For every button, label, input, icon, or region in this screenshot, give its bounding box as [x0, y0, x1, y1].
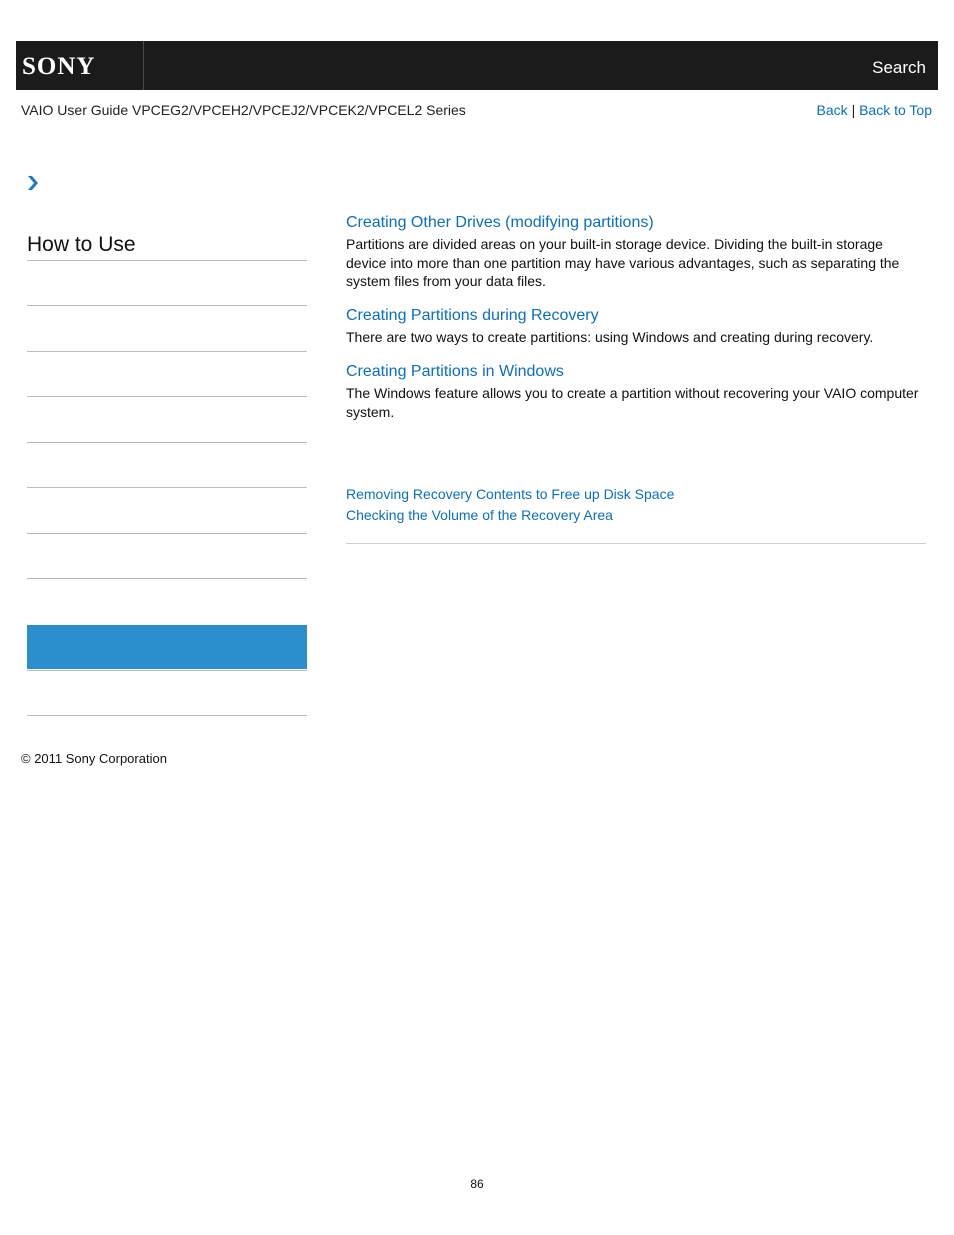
related-link[interactable]: Checking the Volume of the Recovery Area — [346, 507, 613, 523]
logo-box — [16, 41, 144, 90]
sony-logo: SONY — [22, 53, 96, 80]
copyright: © 2011 Sony Corporation — [21, 751, 167, 766]
section-3 — [346, 363, 926, 421]
sidebar-item-1[interactable] — [27, 305, 307, 306]
chevron-right-icon — [25, 175, 41, 191]
related-link[interactable]: Removing Recovery Contents to Free up Disk Space — [346, 486, 675, 502]
section-description: The Windows feature allows you to create a partition without recovering your VAIO computer system. — [346, 385, 919, 420]
top-bar — [16, 41, 938, 90]
sidebar-item-3[interactable] — [27, 396, 307, 397]
sidebar-item-10[interactable] — [27, 715, 307, 716]
sidebar-title: How to Use — [27, 233, 136, 256]
back-link[interactable]: Back — [816, 102, 848, 118]
section-title-link[interactable]: Creating Partitions in Windows — [346, 363, 564, 380]
content-divider — [346, 543, 926, 544]
section-description: There are two ways to create partitions: using Windows and creating during recovery. — [346, 329, 874, 345]
sidebar-item-2[interactable] — [27, 351, 307, 352]
search-button[interactable]: Search — [872, 58, 926, 77]
sidebar-item-6[interactable] — [27, 533, 307, 534]
section-description: Partitions are divided areas on your built-in storage device. Dividing the built-in storage device into more than one partition may have various advantages, such as separating the system files from your data files. — [346, 236, 900, 289]
sidebar-item-active[interactable] — [27, 625, 307, 669]
sidebar-item-7[interactable] — [27, 578, 307, 579]
back-to-top-link[interactable]: Back to Top — [859, 102, 932, 118]
page-number: 86 — [470, 1177, 484, 1191]
section-1 — [346, 214, 926, 291]
section-title-link[interactable]: Creating Other Drives (modifying partitions) — [346, 214, 654, 231]
section-title-link[interactable]: Creating Partitions during Recovery — [346, 307, 599, 324]
nav-separator: | — [851, 102, 856, 118]
sidebar-divider — [27, 260, 307, 261]
sidebar-item-5[interactable] — [27, 487, 307, 488]
sidebar-item-9[interactable] — [27, 670, 307, 671]
sidebar-item-4[interactable] — [27, 442, 307, 443]
related-links — [346, 484, 926, 526]
section-2 — [346, 307, 926, 347]
nav-links — [817, 102, 932, 118]
guide-title: VAIO User Guide VPCEG2/VPCEH2/VPCEJ2/VPCEK2/VPCEL2 Series — [21, 102, 466, 118]
